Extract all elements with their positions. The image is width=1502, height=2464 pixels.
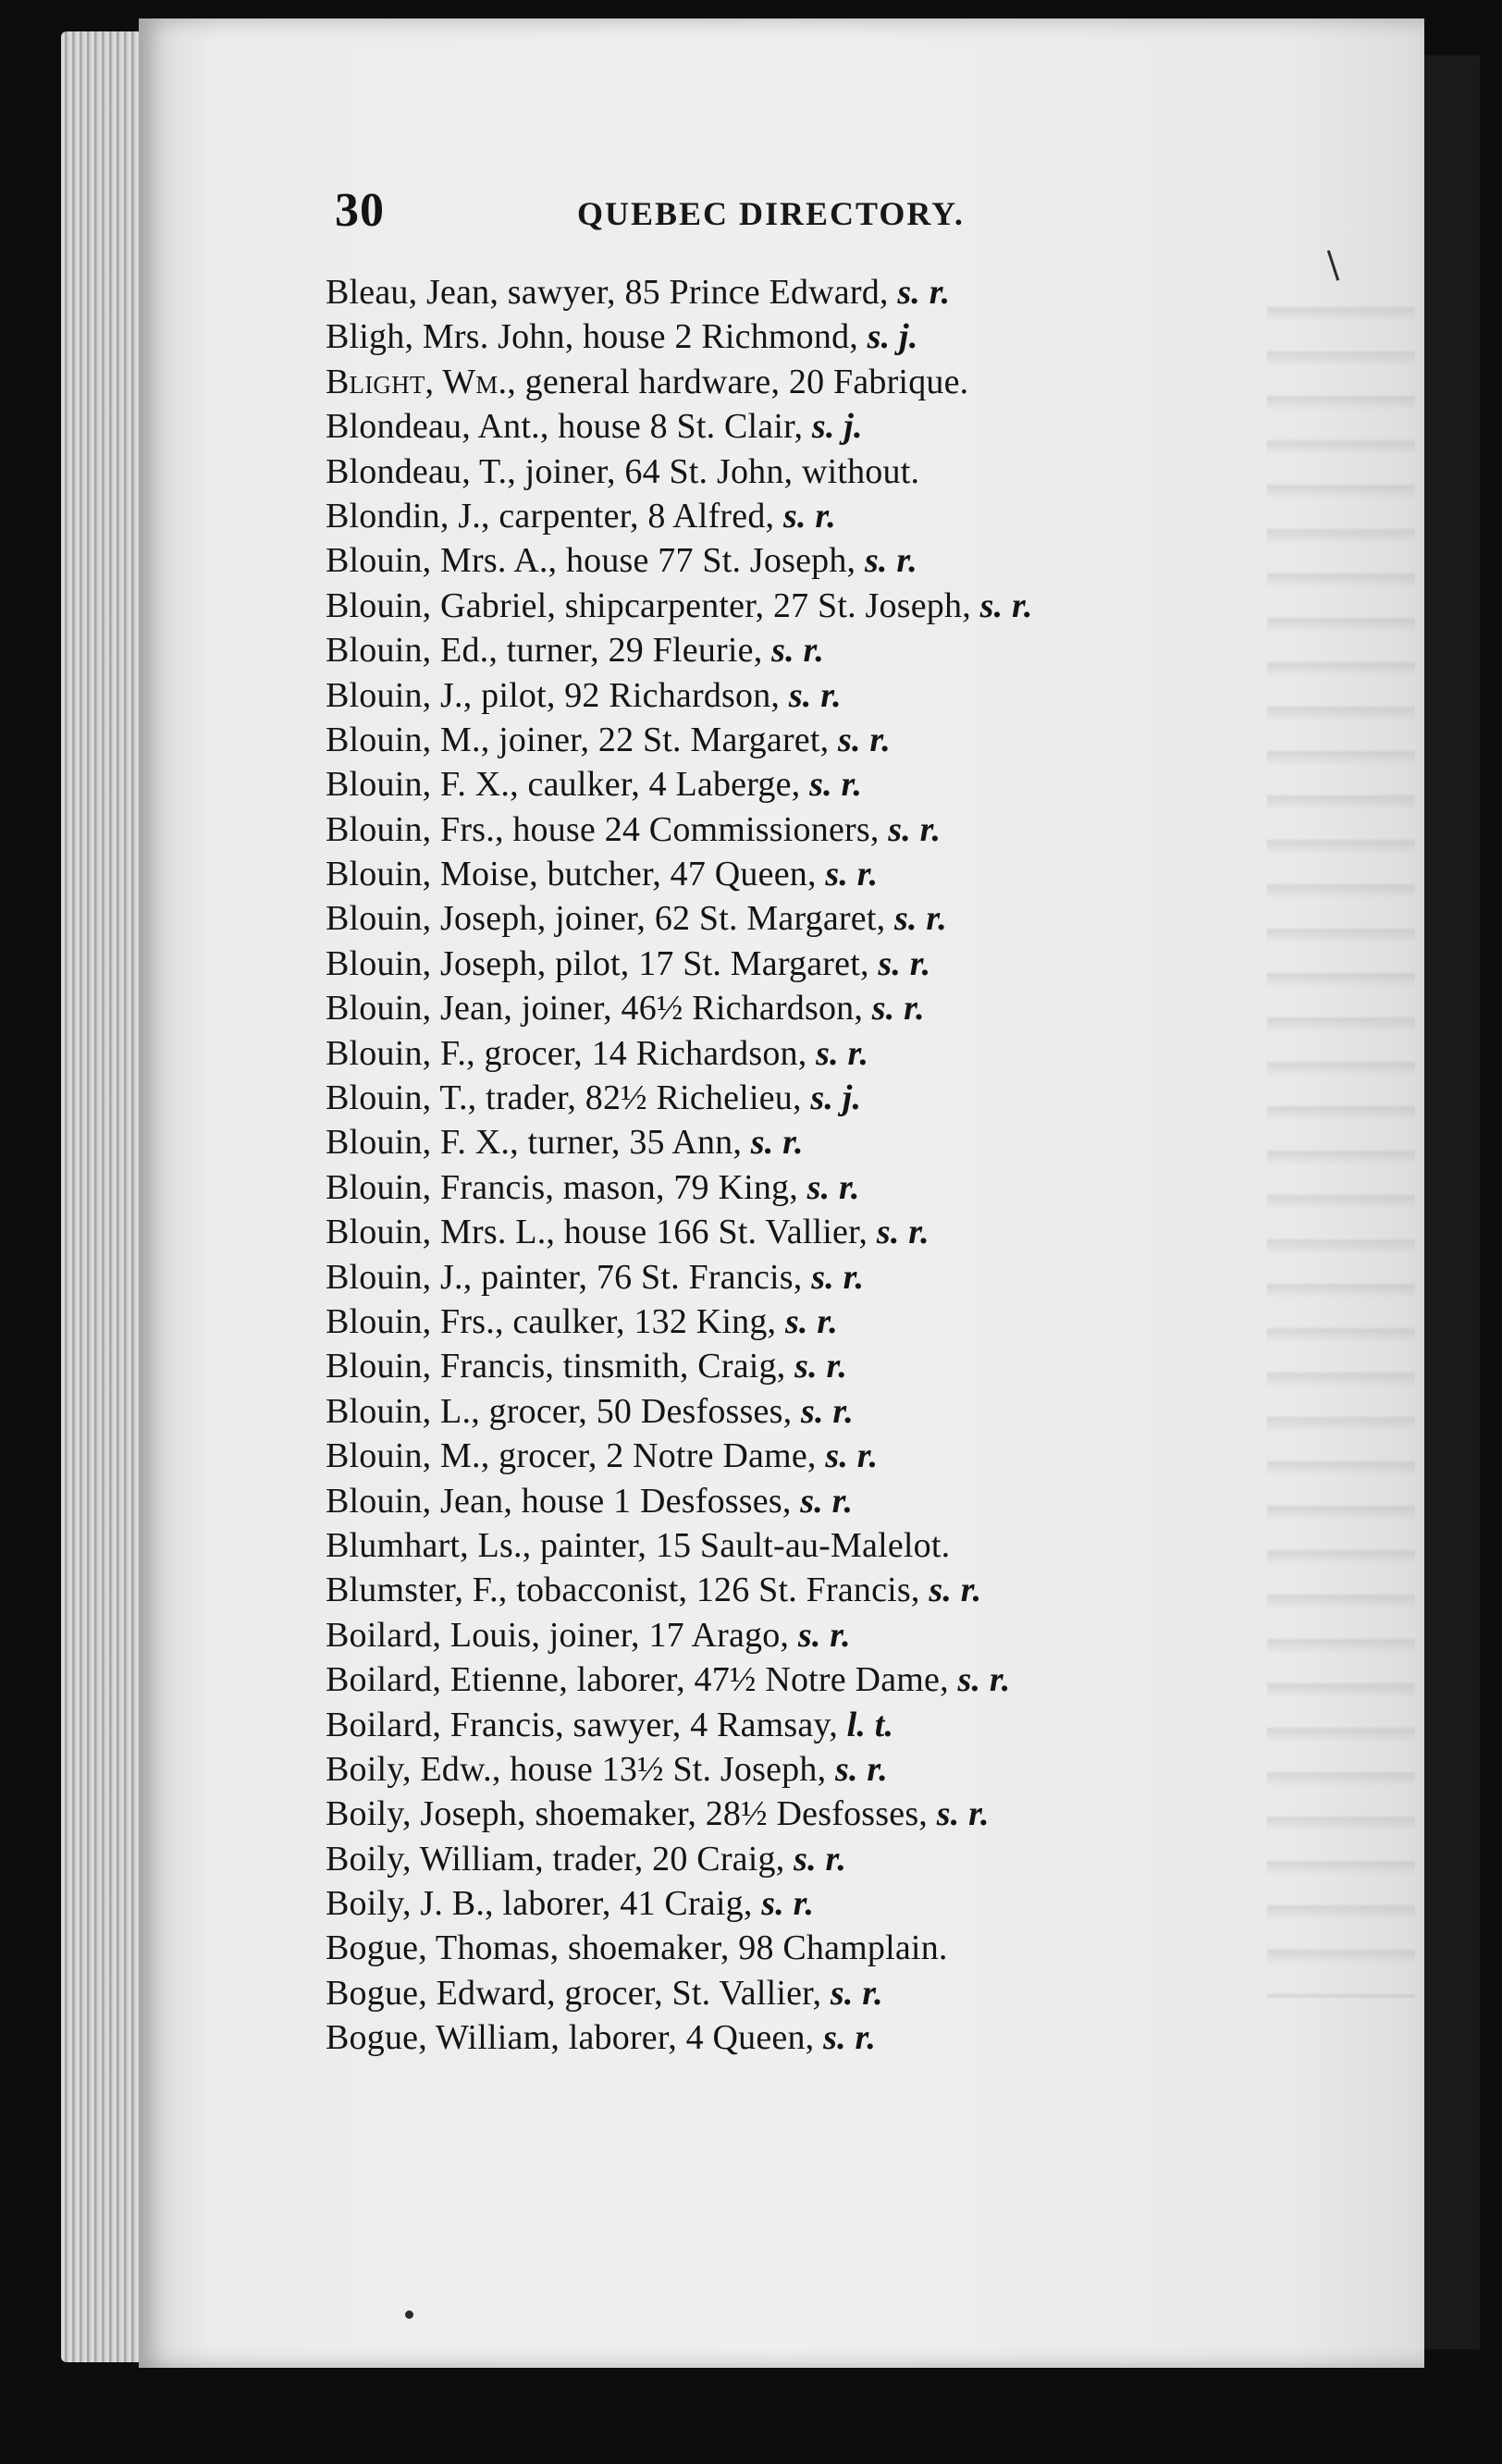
entry-name: Blouin, Joseph	[326, 899, 537, 939]
entry-ward: s. r.	[771, 631, 825, 671]
entry-name: Bogue, Thomas	[326, 1928, 550, 1968]
directory-entry	[326, 1120, 1324, 1164]
entry-details: , house 166 St. Vallier,	[546, 1213, 877, 1252]
entry-name: Bligh, Mrs. John	[326, 317, 565, 357]
entry-ward: s. r.	[897, 273, 951, 312]
entry-name: Blouin, Jean	[326, 1481, 504, 1521]
entry-details: , grocer, St. Vallier,	[547, 1973, 831, 2013]
entry-ward: s. r.	[800, 1481, 854, 1521]
entry-name: Blouin, T.	[326, 1078, 468, 1118]
directory-entry	[326, 1881, 1324, 1926]
entry-name: Blondeau, Ant.	[326, 407, 540, 447]
entry-name: Blouin, J.	[326, 1257, 463, 1297]
entry-name: Blouin, Francis	[326, 1167, 546, 1207]
entry-details: , house 1 Desfosses,	[503, 1481, 801, 1521]
entry-details: , joiner, 22 St. Margaret,	[480, 720, 839, 759]
directory-entry	[326, 1076, 1324, 1120]
entry-ward: s. r.	[823, 2018, 877, 2058]
entry-details: , painter, 76 St. Francis,	[462, 1257, 812, 1297]
entry-ward: s. r.	[834, 1749, 888, 1789]
directory-entry	[326, 1837, 1324, 1881]
entry-details: , house 24 Commissioners,	[494, 809, 889, 849]
entry-name: Blouin, Joseph	[326, 943, 537, 983]
directory-entry	[326, 270, 1324, 314]
entry-ward: s. r.	[797, 1615, 851, 1655]
entry-name: Bleau, Jean	[326, 273, 490, 312]
book-binding-edge	[1424, 55, 1480, 2349]
entry-ward: s. r.	[784, 1301, 838, 1341]
directory-entry	[326, 494, 1324, 538]
entry-name: Blouin, F. X.	[326, 1123, 511, 1163]
entry-ward: s. r.	[794, 1839, 847, 1879]
directory-entry	[326, 1568, 1324, 1612]
directory-entry	[326, 584, 1324, 628]
entry-details: , laborer, 47½ Notre Dame,	[559, 1660, 958, 1700]
entry-ward: s. r.	[830, 1973, 883, 2013]
entry-name: Blouin, Mrs. L.	[326, 1213, 547, 1252]
entry-ward: s. r.	[816, 1033, 869, 1073]
entry-name: Blouin, F. X.	[326, 765, 511, 805]
entry-details: , house 77 St. Joseph,	[548, 541, 865, 581]
entry-ward: s. j.	[811, 407, 863, 447]
entry-ward: s. r.	[801, 1391, 854, 1431]
entry-details: , trader, 20 Craig,	[535, 1839, 794, 1879]
entry-details: , general hardware, 20 Fabrique.	[507, 362, 969, 401]
entry-ward: s. r.	[750, 1123, 804, 1163]
directory-entry	[326, 1389, 1324, 1434]
entry-ward: s. r.	[838, 720, 892, 759]
directory-entry	[326, 538, 1324, 583]
entry-ward: s. r.	[894, 899, 947, 939]
directory-entry	[326, 986, 1324, 1030]
entry-details: , shoemaker, 28½ Desfosses,	[517, 1794, 937, 1834]
directory-entry	[326, 1613, 1324, 1657]
entry-name: Blouin, Francis	[326, 1347, 546, 1386]
entry-name: Boily, William	[326, 1839, 536, 1879]
entry-name: Bogue, William	[326, 2018, 551, 2058]
entry-details: , mason, 79 King,	[545, 1167, 807, 1207]
directory-entry	[326, 1792, 1324, 1836]
entry-ward: s. r.	[782, 496, 836, 536]
entry-details: , trader, 82½ Richelieu,	[467, 1078, 811, 1118]
entry-details: , house 13½ St. Joseph,	[491, 1749, 835, 1789]
entry-ward: s. r.	[929, 1571, 982, 1610]
entry-ward: s. j.	[867, 317, 918, 357]
entry-name: Blondin, J.	[326, 496, 481, 536]
entry-name: Blouin, Mrs. A.	[326, 541, 548, 581]
entry-name: Blouin, L.	[326, 1391, 472, 1431]
directory-entry	[326, 1747, 1324, 1792]
entry-ward: s. r.	[761, 1884, 815, 1924]
entry-name: Blouin, J.	[326, 675, 463, 715]
entry-ward: s. r.	[888, 809, 942, 849]
directory-entry	[326, 1479, 1324, 1523]
directory-entry	[326, 1434, 1324, 1478]
entry-details: , caulker, 4 Laberge,	[510, 765, 810, 805]
entry-name: Blumhart, Ls.	[326, 1525, 523, 1565]
entry-name: Boily, J. B.	[326, 1884, 486, 1924]
entry-name: Blondeau, T.	[326, 451, 508, 491]
directory-entry	[326, 314, 1324, 359]
entry-name: Blouin, M.	[326, 720, 481, 759]
entry-details: , joiner, 62 St. Margaret,	[536, 899, 894, 939]
directory-entry-list	[326, 270, 1324, 2061]
directory-entry	[326, 1657, 1324, 1702]
directory-entry	[326, 360, 1324, 404]
entry-details: , tinsmith, Craig,	[545, 1347, 795, 1386]
entry-ward: s. r.	[864, 541, 917, 581]
entry-details: , house 8 St. Clair,	[539, 407, 812, 447]
entry-name: Blouin, Moise	[326, 855, 530, 894]
directory-entry	[326, 2015, 1324, 2060]
entry-name: Bogue, Edward	[326, 1973, 547, 2013]
entry-name: Blouin, Jean	[326, 989, 504, 1029]
entry-ward: s. r.	[809, 765, 863, 805]
entry-details: , butcher, 47 Queen,	[529, 855, 826, 894]
entry-name: Blight, Wm.	[326, 362, 508, 401]
entry-ward: s. r.	[871, 989, 925, 1029]
directory-entry	[326, 1926, 1324, 1970]
entry-details: , joiner, 46½ Richardson,	[503, 989, 872, 1029]
entry-details: , pilot, 92 Richardson,	[462, 675, 789, 715]
entry-details: , joiner, 64 St. John, without.	[507, 451, 920, 491]
directory-entry	[326, 1703, 1324, 1747]
directory-entry	[326, 807, 1324, 852]
directory-entry	[326, 1523, 1324, 1568]
entry-details: , grocer, 2 Notre Dame,	[480, 1436, 826, 1476]
entry-name: Blumster, F.	[326, 1571, 499, 1610]
directory-entry	[326, 1210, 1324, 1254]
entry-details: , turner, 29 Fleurie,	[488, 631, 772, 671]
entry-ward: s. r.	[811, 1257, 865, 1297]
directory-entry	[326, 718, 1324, 762]
entry-ward: s. r.	[979, 585, 1033, 625]
entry-ward: s. r.	[878, 943, 931, 983]
entry-name: Boily, Joseph	[326, 1794, 518, 1834]
entry-details: , sawyer, 85 Prince Edward,	[489, 273, 898, 312]
entry-details: , tobacconist, 126 St. Francis,	[498, 1571, 930, 1610]
directory-entry	[326, 942, 1324, 986]
directory-entry	[326, 896, 1324, 941]
directory-entry	[326, 1300, 1324, 1344]
ink-speck	[405, 2310, 413, 2319]
entry-name: Blouin, Ed.	[326, 631, 489, 671]
page-number: 30	[335, 184, 385, 237]
entry-name: Blouin, M.	[326, 1436, 481, 1476]
entry-details: , carpenter, 8 Alfred,	[480, 496, 783, 536]
entry-ward: s. r.	[788, 675, 842, 715]
directory-entry	[326, 1165, 1324, 1210]
entry-name: Blouin, Frs.	[326, 809, 495, 849]
entry-ward: l. t.	[846, 1705, 894, 1744]
entry-details: , shipcarpenter, 27 St. Joseph,	[547, 585, 980, 625]
entry-ward: s. r.	[794, 1347, 848, 1386]
entry-details: , sawyer, 4 Ramsay,	[555, 1705, 847, 1744]
directory-entry	[326, 762, 1324, 807]
entry-details: , caulker, 132 King,	[494, 1301, 785, 1341]
entry-name: Blouin, F.	[326, 1033, 467, 1073]
entry-details: , grocer, 50 Desfosses,	[471, 1391, 801, 1431]
entry-ward: s. r.	[957, 1660, 1011, 1700]
running-title: QUEBEC DIRECTORY.	[577, 195, 965, 232]
entry-name: Boilard, Louis	[326, 1615, 532, 1655]
entry-details: , house 2 Richmond,	[564, 317, 868, 357]
directory-entry	[326, 852, 1324, 896]
entry-details: , shoemaker, 98 Champlain.	[549, 1928, 948, 1968]
entry-details: , pilot, 17 St. Margaret,	[536, 943, 879, 983]
entry-ward: s. r.	[876, 1213, 930, 1252]
entry-ward: s. j.	[810, 1078, 862, 1118]
entry-ward: s. r.	[825, 855, 879, 894]
entry-ward: s. r.	[825, 1436, 879, 1476]
entry-name: Blouin, Gabriel	[326, 585, 548, 625]
entry-details: , laborer, 41 Craig,	[485, 1884, 762, 1924]
entry-name: Blouin, Frs.	[326, 1301, 495, 1341]
entry-details: , laborer, 4 Queen,	[550, 2018, 824, 2058]
entry-details: , grocer, 14 Richardson,	[466, 1033, 817, 1073]
entry-details: , joiner, 17 Arago,	[531, 1615, 798, 1655]
directory-entry	[326, 404, 1324, 449]
directory-entry	[326, 1971, 1324, 2015]
entry-details: , painter, 15 Sault-au-Malelot.	[522, 1525, 951, 1565]
entry-ward: s. r.	[806, 1167, 860, 1207]
entry-name: Boilard, Francis	[326, 1705, 556, 1744]
directory-entry	[326, 1255, 1324, 1300]
page-header	[335, 183, 1167, 242]
directory-entry	[326, 1031, 1324, 1076]
entry-details: , turner, 35 Ann,	[510, 1123, 751, 1163]
directory-entry	[326, 628, 1324, 672]
directory-entry	[326, 1344, 1324, 1388]
directory-entry	[326, 673, 1324, 718]
directory-entry	[326, 450, 1324, 494]
entry-name: Boilard, Etienne	[326, 1660, 560, 1700]
entry-name: Boily, Edw.	[326, 1749, 492, 1789]
entry-ward: s. r.	[936, 1794, 990, 1834]
